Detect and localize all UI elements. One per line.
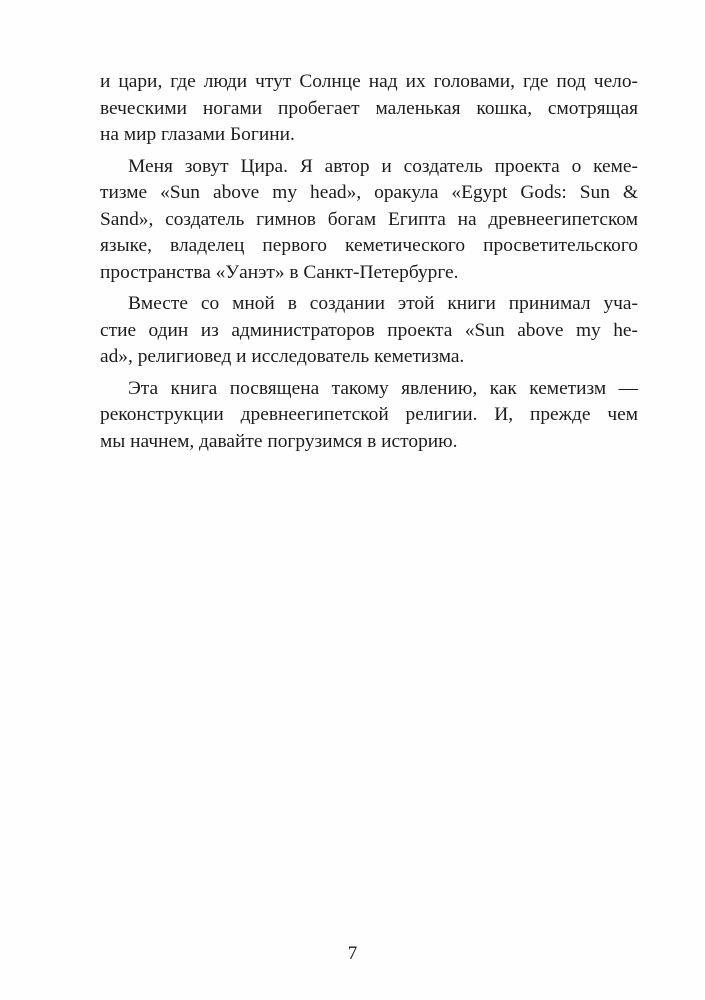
page-number: 7 xyxy=(347,943,358,964)
text-line: пространства «Уанэт» в Санкт-Петербурге. xyxy=(100,261,459,283)
paragraph xyxy=(100,291,638,371)
text-line: веческими ногами пробегает маленькая кошка, смотрящая xyxy=(100,97,638,119)
text-line: ad», религиовед и исследователь кеметизма. xyxy=(100,346,465,367)
text-line: Эта книга посвящена такому явлению, как кеметизм — xyxy=(128,377,638,399)
text-line: на мир глазами Богини. xyxy=(100,124,295,145)
text-line: Sand», создатель гимнов богам Египта на древнеегипетском xyxy=(100,208,638,230)
paragraph xyxy=(100,376,638,456)
paragraph xyxy=(100,69,638,149)
text-line: Вместе со мной в создании этой книги принимал уча- xyxy=(128,293,638,314)
text-line: реконструкции древнеегипетской религии. И, прежде чем xyxy=(100,404,638,425)
text-line: и цари, где люди чтут Солнце над их головами, где под чело- xyxy=(100,71,638,92)
text-line: тизме «Sun above my head», оракула «Egypt Gods: Sun & xyxy=(100,182,638,203)
text-line: стие один из администраторов проекта «Sun above my he- xyxy=(100,319,638,341)
paragraph xyxy=(100,154,638,287)
body-text xyxy=(100,69,638,455)
text-line: Меня зовут Цира. Я автор и создатель проекта о кеме- xyxy=(128,155,638,177)
text-line: языке, владелец первого кеметического просветительского xyxy=(100,235,638,256)
text-line: мы начнем, давайте погрузимся в историю. xyxy=(100,430,458,452)
